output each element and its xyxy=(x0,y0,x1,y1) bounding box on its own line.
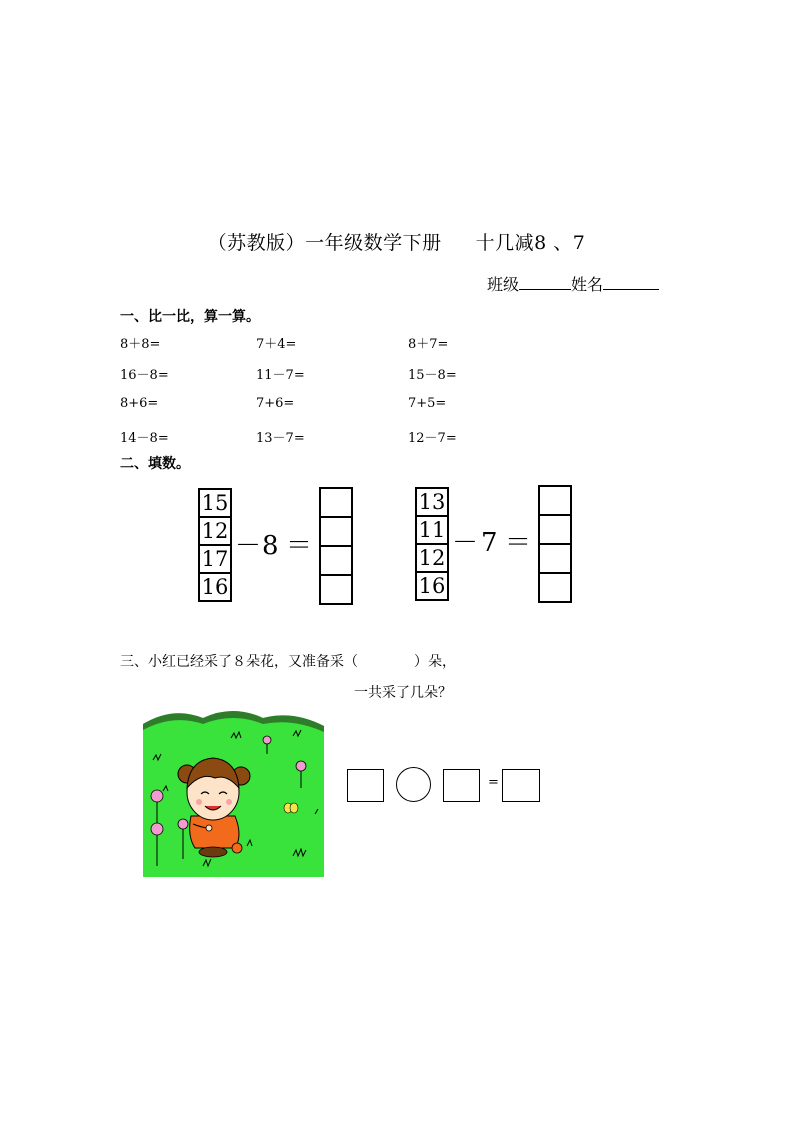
operator-circle[interactable] xyxy=(396,767,431,802)
answer-box[interactable] xyxy=(540,545,570,574)
stack-number: 15 xyxy=(200,490,230,518)
equation: 8+6= xyxy=(120,396,159,411)
number-stack-2 xyxy=(415,487,449,601)
class-name-line xyxy=(487,272,659,295)
page-title xyxy=(0,228,793,255)
equation: 7＋4= xyxy=(256,337,297,352)
operand: 8 xyxy=(262,531,279,561)
stack-number: 16 xyxy=(418,574,446,598)
class-blank[interactable] xyxy=(519,275,571,290)
answer-box[interactable] xyxy=(540,516,570,545)
equals-sign: = xyxy=(488,775,499,790)
stack-number: 13 xyxy=(417,489,447,517)
minus-sign: － xyxy=(235,531,262,561)
equation: 13－7= xyxy=(256,431,305,446)
stack-number: 17 xyxy=(200,546,230,574)
name-label: 姓名 xyxy=(571,275,604,294)
stack-number: 12 xyxy=(200,518,230,546)
operand: 7 xyxy=(481,528,498,558)
stack-number: 16 xyxy=(201,575,229,599)
stack-number: 12 xyxy=(417,545,447,573)
equation: 12－7= xyxy=(408,431,457,446)
girl-picking-flowers-illustration xyxy=(143,696,324,877)
section2-heading: 二、填数。 xyxy=(120,456,190,472)
number-stack-1 xyxy=(198,488,232,602)
equals-sign: ＝ xyxy=(505,528,532,558)
answer-column-1 xyxy=(319,487,353,605)
answer-box-number-2[interactable] xyxy=(443,769,480,802)
section1-heading: 一、比一比，算一算。 xyxy=(120,309,260,325)
stack-number: 11 xyxy=(417,517,447,545)
equation: 14－8= xyxy=(120,431,169,446)
equation: 7+5= xyxy=(408,396,447,411)
title-main: （苏教版）一年级数学下册 xyxy=(207,232,442,254)
answer-box[interactable] xyxy=(321,489,351,518)
title-sub: 十几减8 、7 xyxy=(475,232,586,254)
answer-box[interactable] xyxy=(321,547,351,576)
minus-sign: － xyxy=(452,528,479,558)
name-blank[interactable] xyxy=(603,275,659,290)
answer-box-number-1[interactable] xyxy=(347,769,384,802)
equals-sign: ＝ xyxy=(286,531,313,561)
answer-box-result[interactable] xyxy=(502,769,540,802)
equation: 15－8= xyxy=(408,368,457,383)
answer-column-2 xyxy=(538,485,572,603)
equation: 7+6= xyxy=(256,396,295,411)
answer-box[interactable] xyxy=(540,487,570,516)
equation: 8＋8= xyxy=(120,337,161,352)
butterfly-icon xyxy=(284,803,298,813)
question-line-2: 一共采了几朵？ xyxy=(354,685,452,701)
equation: 11－7= xyxy=(256,368,305,383)
equation: 16－8= xyxy=(120,368,169,383)
question-line-1: 三、小红已经采了８朵花，又准备采（ ）朵， xyxy=(120,654,456,670)
class-label: 班级 xyxy=(487,275,520,294)
answer-box[interactable] xyxy=(540,574,570,601)
answer-box[interactable] xyxy=(321,518,351,547)
equation: 8＋7= xyxy=(408,337,449,352)
answer-box[interactable] xyxy=(321,576,351,603)
